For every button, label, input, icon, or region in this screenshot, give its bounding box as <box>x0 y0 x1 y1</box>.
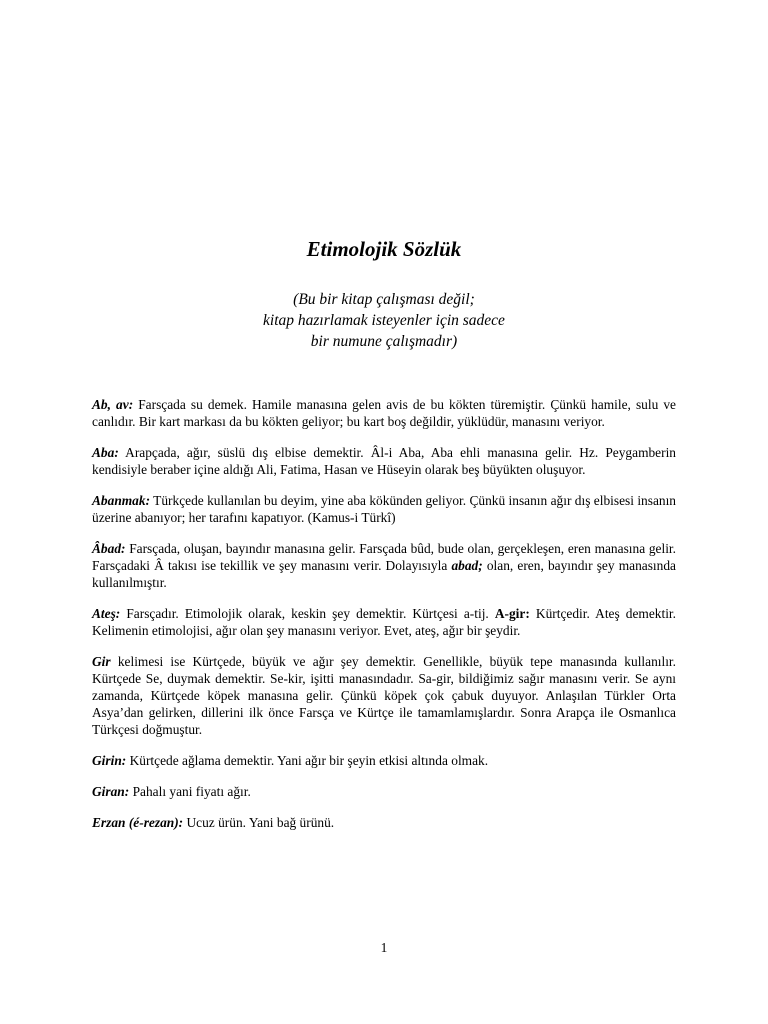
dictionary-entries <box>92 396 676 845</box>
entry-ates <box>92 605 676 639</box>
entry-ab-av <box>92 396 676 430</box>
entry-definition: Ucuz ürün. Yani bağ ürünü. <box>183 815 335 830</box>
entry-abad <box>92 540 676 591</box>
entry-girin <box>92 752 676 769</box>
entry-term: Aba: <box>92 445 119 460</box>
entry-definition: Farsçadır. Etimolojik olarak, keskin şey demektir. Kürtçesi a-tij. <box>120 606 495 621</box>
entry-term: Ab, av: <box>92 397 134 412</box>
document-subtitle <box>0 289 768 352</box>
entry-emphasis: abad; <box>451 558 483 573</box>
document-title: Etimolojik Sözlük <box>306 237 462 261</box>
entry-term: Giran: <box>92 784 130 799</box>
entry-term: Abanmak: <box>92 493 151 508</box>
entry-term: Âbad: <box>92 541 126 556</box>
entry-erzan <box>92 814 676 831</box>
entry-definition: Pahalı yani fiyatı ağır. <box>129 784 251 799</box>
entry-term: Gir <box>92 654 111 669</box>
entry-abanmak <box>92 492 676 526</box>
entry-gir <box>92 653 676 738</box>
entry-definition: Farsçada, oluşan, bayındır manasına gelir. Farsçada bûd, bude olan, gerçekleşen, eren manasına gelir. Farsçadaki Â takısı ise tekillik ve şey manasını verir. Dolayısıyla <box>92 541 676 573</box>
entry-term: Girin: <box>92 753 127 768</box>
entry-definition: Kürtçede ağlama demektir. Yani ağır bir şeyin etkisi altında olmak. <box>126 753 489 768</box>
subtitle-line: bir numune çalışmadır) <box>310 333 458 350</box>
entry-giran <box>92 783 676 800</box>
entry-definition: kelimesi ise Kürtçede, büyük ve ağır şey demektir. Genellikle, büyük tepe manasında kullanılır. Kürtçede Se, duymak demektir. Se-kir, işitti manasındadır. Sa-gir, bildiğimiz sağır manasını verir. Se aynı zamanda, Kürtçede köpek manasına gelir. Çünkü köpek çok çabuk duyuyor. Anlaşılan Türkler Orta Asya’dan gelirken, dillerini ilk önce Farsça ve Kürtçe ile tamamlamışlardır. Sonra Arapça ile Osmanlıca Türkçesi doğmuştur. <box>92 654 676 737</box>
entry-definition-cont: olan, eren, bayındır şey manasında kullanılmıştır. <box>92 558 676 590</box>
entry-definition: Farsçada su demek. Hamile manasına gelen avis de bu kökten türemiştir. Çünkü hamile, sulu ve canlıdır. Bir kart markası da bu kökten geliyor; bu kart boş değildir, yüklüdür, manasını veriyor. <box>92 397 677 429</box>
subtitle-line: kitap hazırlamak isteyenler için sadece <box>263 312 505 329</box>
entry-aba <box>92 444 676 478</box>
entry-definition-cont: Kürtçedir. Ateş demektir. Kelimenin etimolojisi, ağır olan şey manasını veriyor. Evet, ateş, ağır bir şeydir. <box>92 606 676 638</box>
entry-emphasis: A-gir: <box>494 606 530 621</box>
page-number: 1 <box>380 940 388 955</box>
entry-definition: Arapçada, ağır, süslü dış elbise demektir. Âl-i Aba, Aba ehli manasına gelir. Hz. Peygamberin kendisiyle beraber içine aldığı Ali, Fatima, Hasan ve Hüseyin olarak beş büyükten oluşuyor. <box>92 445 676 477</box>
subtitle-line: (Bu bir kitap çalışması değil; <box>293 291 475 308</box>
entry-definition: Türkçede kullanılan bu deyim, yine aba kökünden geliyor. Çünkü insanın ağır dış elbisesi insanın üzerine abanıyor; her tarafını kapatıyor. (Kamus-i Türkî) <box>92 493 676 525</box>
entry-term: Erzan (é-rezan): <box>92 815 184 830</box>
entry-term: Ateş: <box>92 606 121 621</box>
